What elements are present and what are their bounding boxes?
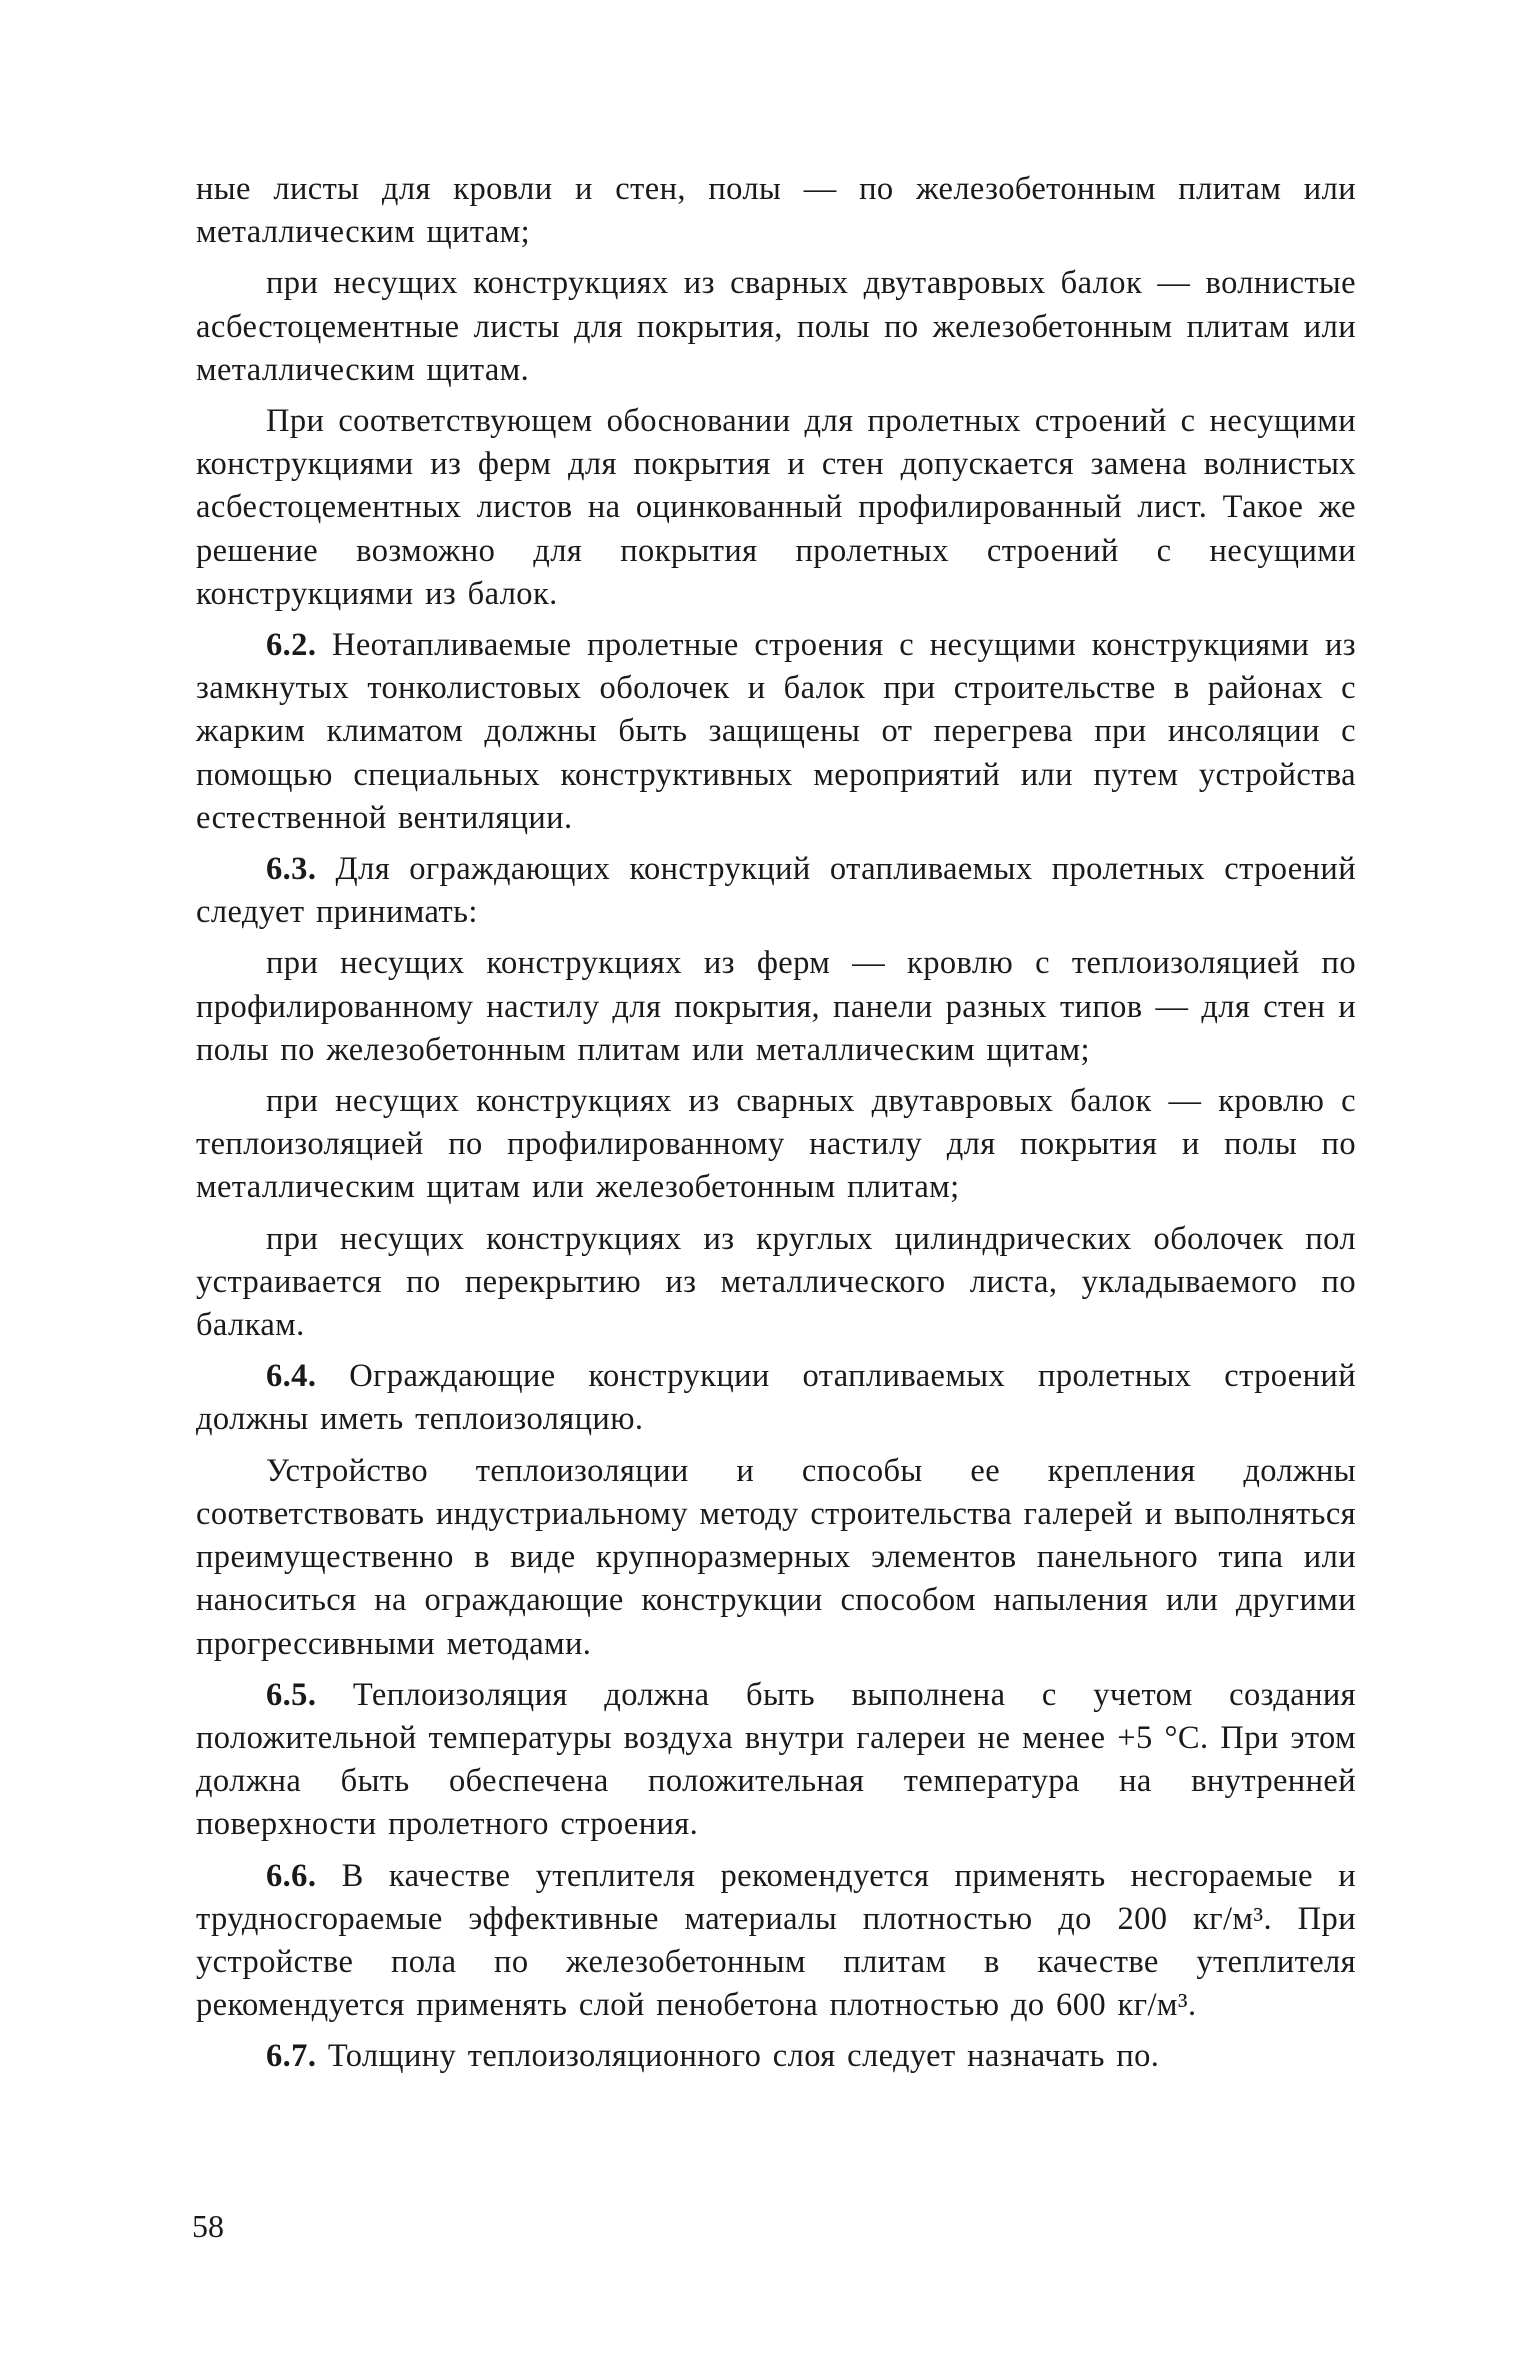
paragraph-number: 6.5. xyxy=(266,1676,317,1713)
paragraph-number: 6.6. xyxy=(266,1857,317,1894)
paragraph xyxy=(196,262,1356,392)
paragraph-text: Ограждающие конструкции отапливаемых пролетных строений должны иметь теплоизоляцию. xyxy=(196,1358,1356,1438)
document-body xyxy=(196,168,1356,2087)
paragraph-text: при несущих конструкциях из сварных двутавровых балок — кровлю с теплоизоляцией по профилированному настилу для покрытия и полы по металлическим щитам или железобетонным плитам; xyxy=(196,1083,1356,1206)
paragraph-number: 6.4. xyxy=(266,1358,317,1395)
paragraph-text: Толщину теплоизоляционного слоя следует назначать по. xyxy=(316,2038,1160,2075)
paragraph-text: При соответствующем обосновании для пролетных строений с несущими конструкциями из ферм для покрытия и стен допускается замена волнистых асбестоцементных листов на оцинкованный профилированный лист. Такое же решение возможно для покрытия пролетных строений с несущими конструкциями из балок. xyxy=(196,403,1356,612)
paragraph xyxy=(196,624,1356,840)
paragraph-text: Устройство теплоизоляции и способы ее крепления должны соответствовать индустриальному методу строительства галерей и выполняться преимущественно в виде крупноразмерных элементов панельного типа или наноситься на ограждающие конструкции способом напыления или другими прогрессивными методами. xyxy=(196,1452,1356,1662)
paragraph xyxy=(196,2035,1356,2078)
paragraph-text: В качестве утеплителя рекомендуется применять несгораемые и трудносгораемые эффективные материалы плотностью до 200 кг/м³. При устройстве пола по железобетонным плитам в качестве утеплителя рекомендуется применять слой пенобетона плотностью до 600 кг/м³. xyxy=(196,1857,1356,2024)
paragraph xyxy=(196,1855,1356,2028)
paragraph xyxy=(196,400,1356,616)
paragraph-text: при несущих конструкциях из круглых цилиндрических оболочек пол устраивается по перекрытию из металлического листа, укладываемого по балкам. xyxy=(196,1220,1356,1344)
paragraph-text: Для ограждающих конструкций отапливаемых пролетных строений следует принимать: xyxy=(196,851,1356,931)
paragraph xyxy=(196,1218,1356,1348)
paragraph xyxy=(196,1355,1356,1441)
paragraph xyxy=(196,1080,1356,1210)
paragraph-number: 6.2. xyxy=(266,627,317,664)
paragraph-text: Неотапливаемые пролетные строения с несущими конструкциями из замкнутых тонколистовых оболочек и балок при строительстве в районах с жарким климатом должны быть защищены от перегрева при инсоляции с помощью специальных конструктивных мероприятий или путем устройства естественной вентиляции. xyxy=(196,627,1356,836)
paragraph-number: 6.7. xyxy=(266,2038,317,2075)
paragraph-number: 6.3. xyxy=(266,851,317,888)
paragraph-text: при несущих конструкциях из ферм — кровлю с теплоизоляцией по профилированному настилу для покрытия, панели разных типов — для стен и полы по железобетонным плитам или металлическим щитам; xyxy=(196,945,1356,1068)
paragraph xyxy=(196,1450,1356,1666)
paragraph xyxy=(196,942,1356,1072)
paragraph-text: Теплоизоляция должна быть выполнена с учетом создания положительной температуры воздуха внутри галереи не менее +5 °С. При этом должна быть обеспечена положительная температура на внутренней поверхности пролетного строения. xyxy=(196,1676,1356,1843)
page-number: 58 xyxy=(192,2208,224,2244)
paragraph-text: ные листы для кровли и стен, полы — по железобетонным плитам или металлическим щитам; xyxy=(196,171,1356,251)
paragraph xyxy=(196,848,1356,934)
paragraph-text: при несущих конструкциях из сварных двутавровых балок — волнистые асбестоцементные листы для покрытия, полы по железобетонным плитам или металлическим щитам. xyxy=(196,265,1356,388)
paragraph xyxy=(196,1674,1356,1847)
paragraph xyxy=(196,168,1356,254)
